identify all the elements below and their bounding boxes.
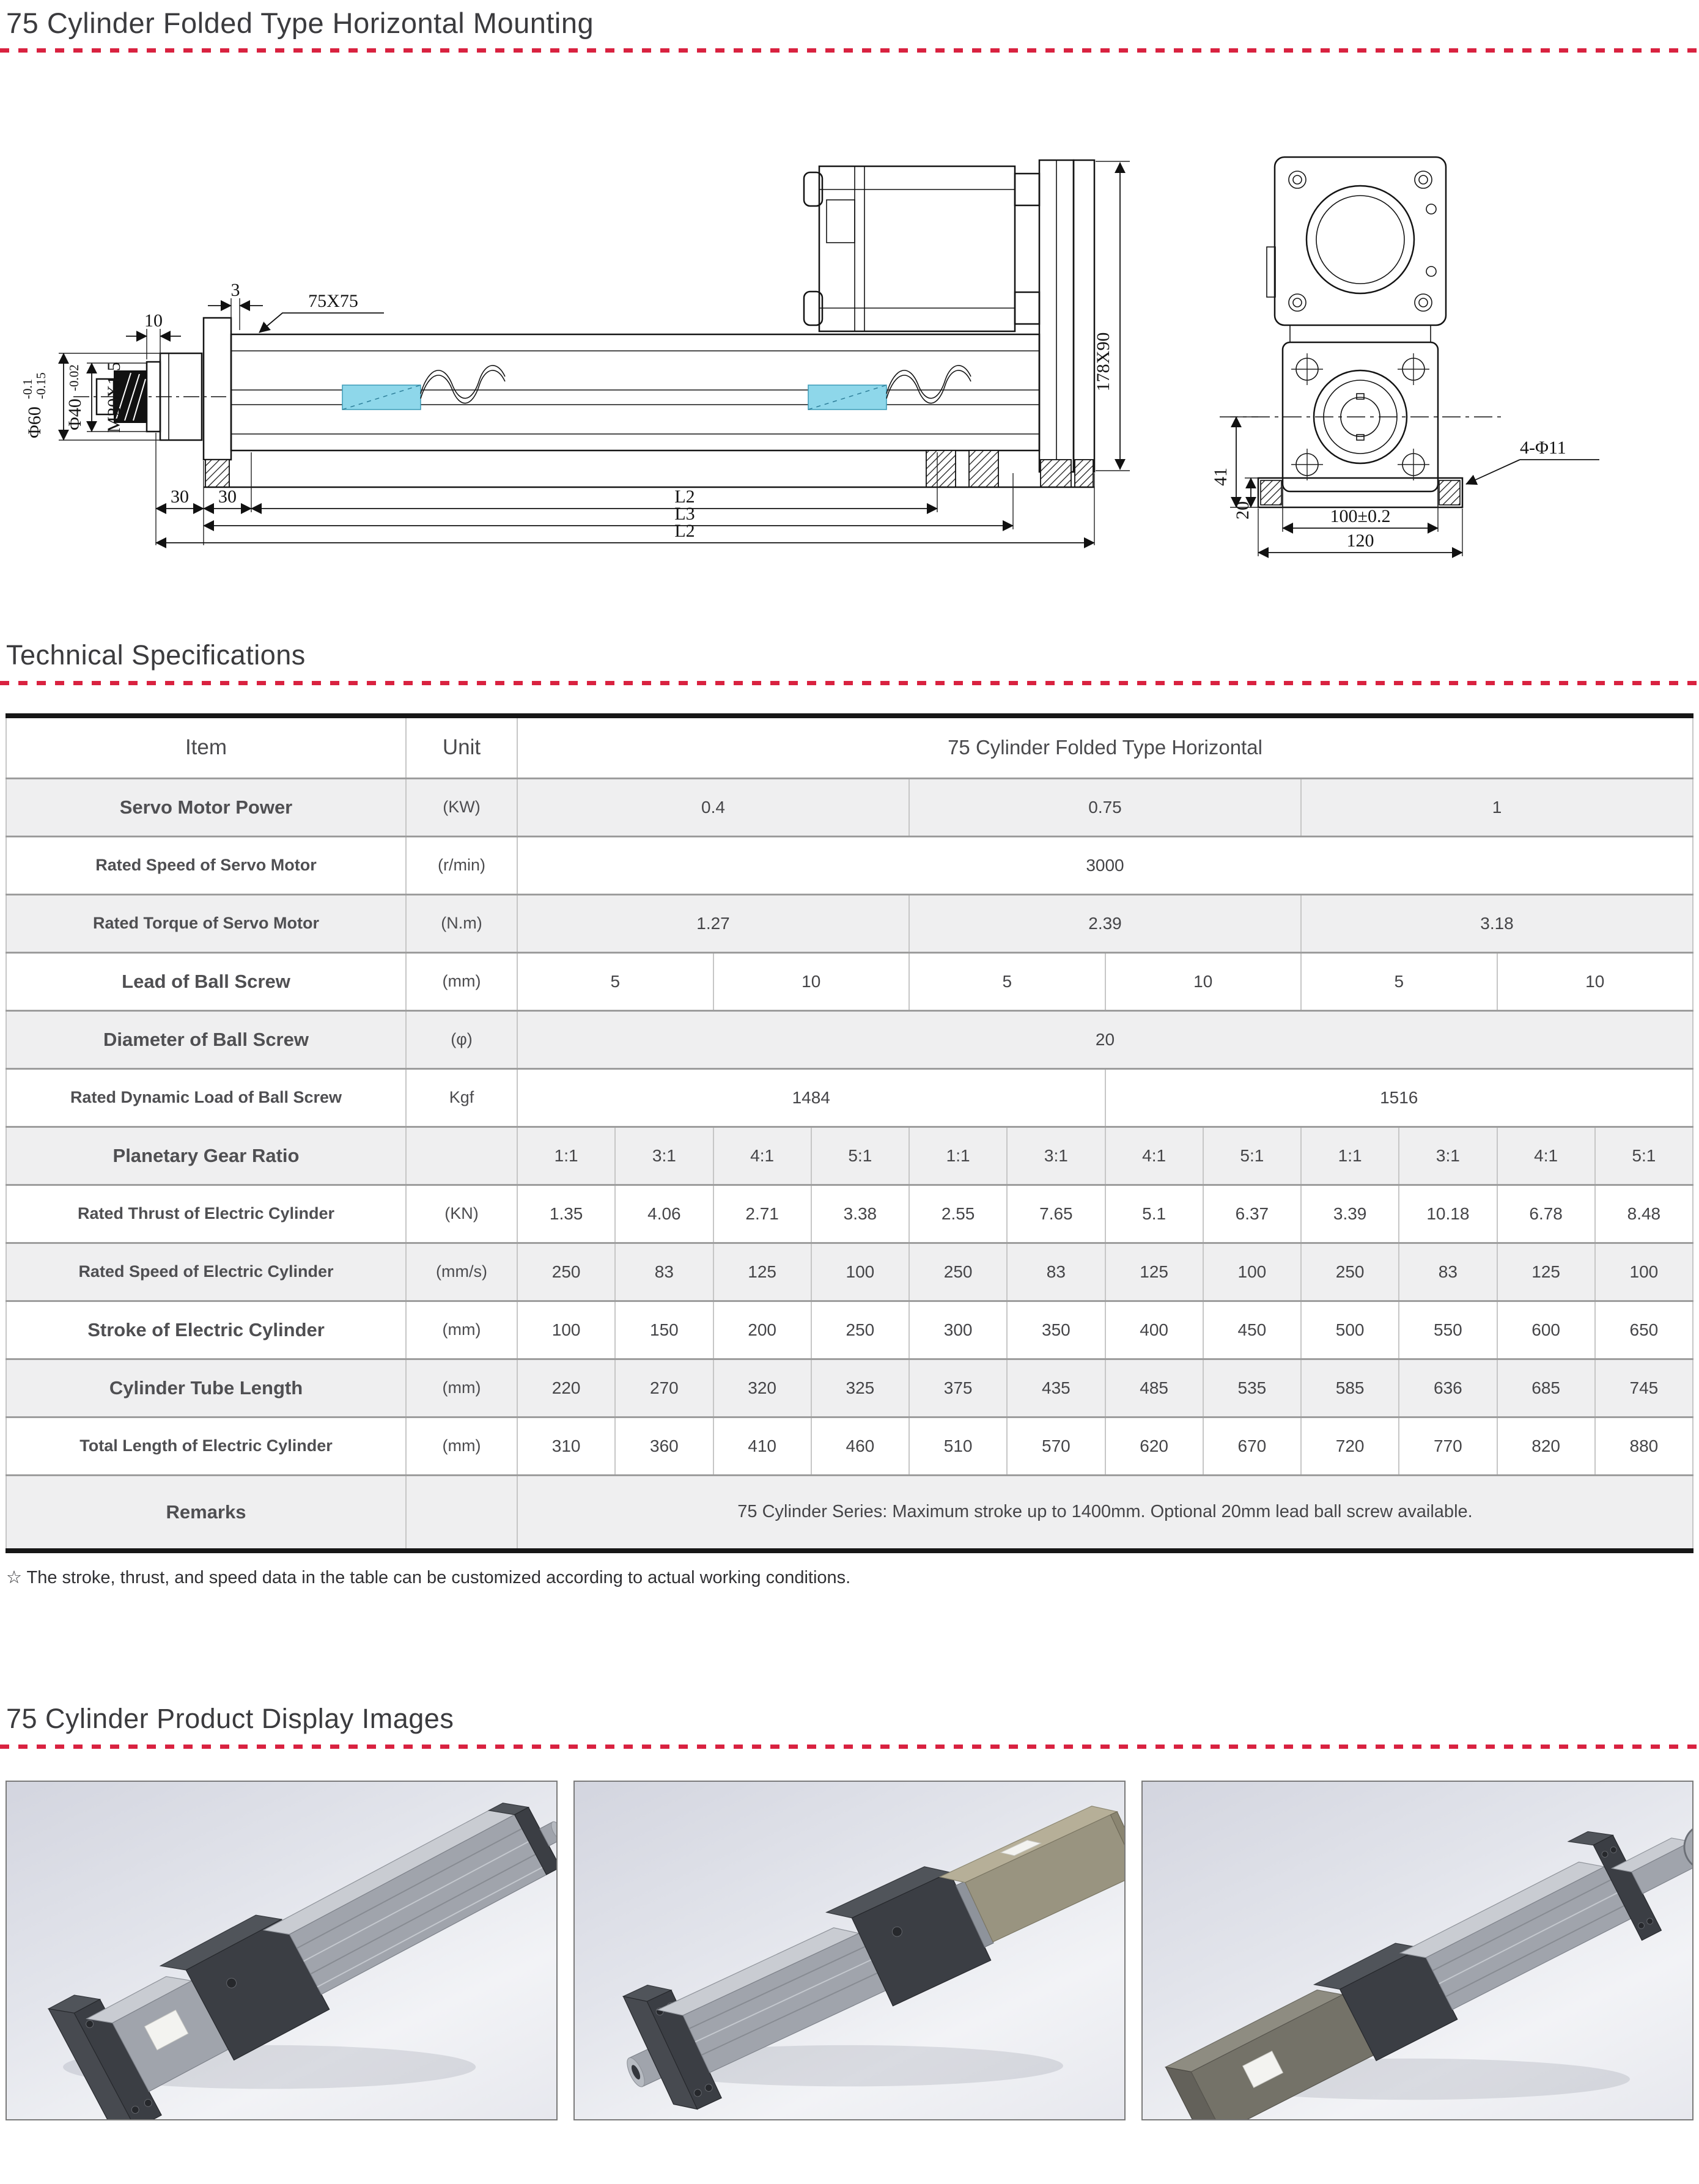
foot-mid-b bbox=[969, 450, 998, 487]
servo-motor-outline bbox=[804, 166, 1039, 331]
technical-drawing bbox=[0, 56, 1699, 606]
spec-value-cell: 820 bbox=[1497, 1417, 1595, 1475]
spec-value-cell: 1.35 bbox=[517, 1185, 615, 1243]
dim-label-178x90: 178X90 bbox=[1093, 332, 1113, 392]
spec-value-cell: 375 bbox=[909, 1359, 1007, 1417]
dim-bottom-rows bbox=[156, 433, 1094, 545]
row-unit-label: (mm) bbox=[406, 952, 517, 1010]
spec-value-cell: 460 bbox=[811, 1417, 909, 1475]
row-unit-label: (mm) bbox=[406, 1417, 517, 1475]
spec-value-cell: 1:1 bbox=[517, 1127, 615, 1185]
table-footnote: ☆ The stroke, thrust, and speed data in the table can be customized according to actual working conditions. bbox=[6, 1568, 851, 1587]
spec-value-cell: 720 bbox=[1301, 1417, 1399, 1475]
isometric-render-flange-front bbox=[7, 1782, 556, 2119]
foot-mid-a bbox=[926, 450, 956, 487]
dim-label-d40-tol: -0.02 bbox=[67, 364, 81, 391]
product-image-3 bbox=[1141, 1781, 1693, 2120]
col-header-product: 75 Cylinder Folded Type Horizontal bbox=[517, 716, 1693, 778]
row-unit-label: (KN) bbox=[406, 1185, 517, 1243]
dim-thread-spec bbox=[104, 362, 124, 433]
dim-label-l3: L3 bbox=[674, 504, 695, 524]
dim-bolt-holes bbox=[1466, 438, 1599, 484]
spec-value-cell: 270 bbox=[615, 1359, 713, 1417]
spec-value-cell: 360 bbox=[615, 1417, 713, 1475]
spec-value-cell: 350 bbox=[1007, 1301, 1105, 1359]
spec-value-cell: 1484 bbox=[517, 1068, 1105, 1127]
spec-value-cell: 83 bbox=[1007, 1243, 1105, 1301]
foot-front bbox=[205, 460, 229, 487]
spec-value-cell: 220 bbox=[517, 1359, 615, 1417]
remarks-cell: 75 Cylinder Series: Maximum stroke up to 1400mm. Optional 20mm lead ball screw available. bbox=[517, 1475, 1693, 1551]
row-unit-label: (φ) bbox=[406, 1010, 517, 1068]
spec-value-cell: 3:1 bbox=[615, 1127, 713, 1185]
row-unit-label: (mm) bbox=[406, 1301, 517, 1359]
display-dashed-divider bbox=[0, 1745, 1699, 1749]
dim-label-d60-tol-lower: -0.15 bbox=[34, 372, 48, 399]
spec-row bbox=[6, 836, 1693, 894]
spec-value-cell: 400 bbox=[1105, 1301, 1203, 1359]
page-title: 75 Cylinder Folded Type Horizontal Mounting bbox=[6, 7, 594, 39]
dim-tube-section bbox=[259, 291, 384, 333]
spec-value-cell: 125 bbox=[1497, 1243, 1595, 1301]
spec-value-cell: 1:1 bbox=[1301, 1127, 1399, 1185]
spec-value-cell: 4:1 bbox=[1105, 1127, 1203, 1185]
row-item-label: Lead of Ball Screw bbox=[6, 952, 406, 1010]
row-item-label: Remarks bbox=[6, 1475, 406, 1551]
spec-value-cell: 300 bbox=[909, 1301, 1007, 1359]
spec-value-cell: 410 bbox=[713, 1417, 811, 1475]
spec-row bbox=[6, 1359, 1693, 1417]
spec-value-cell: 4.06 bbox=[615, 1185, 713, 1243]
cad-drawing-svg bbox=[0, 56, 1699, 606]
spec-value-cell: 6.37 bbox=[1203, 1185, 1301, 1243]
row-item-label: Servo Motor Power bbox=[6, 778, 406, 836]
row-item-label: Rated Dynamic Load of Ball Screw bbox=[6, 1068, 406, 1127]
spec-value-cell: 250 bbox=[909, 1243, 1007, 1301]
spec-value-cell: 0.4 bbox=[517, 778, 909, 836]
dim-label-3: 3 bbox=[230, 280, 240, 300]
dim-label-d40: Φ40 bbox=[65, 399, 85, 430]
spec-value-cell: 500 bbox=[1301, 1301, 1399, 1359]
isometric-render-motor-front bbox=[1143, 1782, 1692, 2119]
spec-value-cell: 636 bbox=[1399, 1359, 1497, 1417]
spec-value-cell: 200 bbox=[713, 1301, 811, 1359]
dim-label-120: 120 bbox=[1346, 531, 1374, 551]
isometric-render-rod-end-front bbox=[575, 1782, 1124, 2119]
spec-value-cell: 3:1 bbox=[1399, 1127, 1497, 1185]
spec-table-body bbox=[6, 778, 1693, 1551]
specs-dashed-divider bbox=[0, 681, 1699, 685]
spec-value-cell: 8.48 bbox=[1595, 1185, 1693, 1243]
spec-value-cell: 125 bbox=[713, 1243, 811, 1301]
sensor-segment-right bbox=[808, 366, 971, 410]
spec-value-cell: 250 bbox=[811, 1301, 909, 1359]
row-unit-label: (N.m) bbox=[406, 894, 517, 952]
spec-value-cell: 20 bbox=[517, 1010, 1693, 1068]
row-unit-label bbox=[406, 1127, 517, 1185]
spec-value-cell: 100 bbox=[1595, 1243, 1693, 1301]
product-image-1 bbox=[6, 1781, 558, 2120]
row-unit-label: Kgf bbox=[406, 1068, 517, 1127]
spec-row bbox=[6, 1185, 1693, 1243]
spec-value-cell: 83 bbox=[1399, 1243, 1497, 1301]
row-item-label: Diameter of Ball Screw bbox=[6, 1010, 406, 1068]
row-item-label: Planetary Gear Ratio bbox=[6, 1127, 406, 1185]
section-heading-specs: Technical Specifications bbox=[6, 639, 306, 671]
spec-table bbox=[6, 713, 1693, 1553]
spec-value-cell: 450 bbox=[1203, 1301, 1301, 1359]
foot-rear-a bbox=[1041, 460, 1071, 487]
dim-bolt-spacing bbox=[1283, 493, 1438, 532]
spec-row bbox=[6, 1417, 1693, 1475]
row-unit-label: (KW) bbox=[406, 778, 517, 836]
spec-value-cell: 550 bbox=[1399, 1301, 1497, 1359]
spec-value-cell: 3.39 bbox=[1301, 1185, 1399, 1243]
spec-value-cell: 2.55 bbox=[909, 1185, 1007, 1243]
row-item-label: Total Length of Electric Cylinder bbox=[6, 1417, 406, 1475]
dim-label-m20: M20X1.5 bbox=[104, 362, 124, 433]
dim-label-100: 100±0.2 bbox=[1330, 506, 1391, 526]
title-dashed-divider bbox=[0, 48, 1699, 53]
spec-value-cell: 0.75 bbox=[909, 778, 1301, 836]
spec-value-cell: 5.1 bbox=[1105, 1185, 1203, 1243]
spec-value-cell: 310 bbox=[517, 1417, 615, 1475]
spec-value-cell: 685 bbox=[1497, 1359, 1595, 1417]
spec-value-cell: 1516 bbox=[1105, 1068, 1693, 1127]
end-view bbox=[1211, 157, 1599, 556]
dim-label-41: 41 bbox=[1211, 468, 1231, 486]
spec-row bbox=[6, 1127, 1693, 1185]
spec-value-cell: 5 bbox=[517, 952, 713, 1010]
spec-value-cell: 570 bbox=[1007, 1417, 1105, 1475]
spec-value-cell: 83 bbox=[615, 1243, 713, 1301]
spec-row bbox=[6, 1301, 1693, 1359]
spec-value-cell: 880 bbox=[1595, 1417, 1693, 1475]
sensor-segment-left bbox=[342, 366, 505, 410]
spec-value-cell: 1 bbox=[1301, 778, 1693, 836]
spec-value-cell: 10 bbox=[1105, 952, 1302, 1010]
spec-value-cell: 770 bbox=[1399, 1417, 1497, 1475]
foot-rear-b bbox=[1075, 460, 1093, 487]
product-image-2 bbox=[573, 1781, 1126, 2120]
row-unit-label: (mm/s) bbox=[406, 1243, 517, 1301]
spec-value-cell: 325 bbox=[811, 1359, 909, 1417]
spec-value-cell: 320 bbox=[713, 1359, 811, 1417]
spec-value-cell: 5:1 bbox=[811, 1127, 909, 1185]
dim-motor-section bbox=[1093, 161, 1130, 471]
spec-value-cell: 3000 bbox=[517, 836, 1693, 894]
col-header-unit: Unit bbox=[406, 716, 517, 778]
spec-row bbox=[6, 894, 1693, 952]
dim-label-10: 10 bbox=[144, 311, 163, 331]
col-header-item: Item bbox=[6, 716, 406, 778]
spec-row bbox=[6, 1475, 1693, 1551]
dim-label-30b: 30 bbox=[218, 487, 237, 507]
row-unit-label bbox=[406, 1475, 517, 1551]
spec-value-cell: 3.38 bbox=[811, 1185, 909, 1243]
spec-value-cell: 5:1 bbox=[1203, 1127, 1301, 1185]
spec-header-row bbox=[6, 716, 1693, 778]
spec-value-cell: 435 bbox=[1007, 1359, 1105, 1417]
row-item-label: Rated Torque of Servo Motor bbox=[6, 894, 406, 952]
spec-row bbox=[6, 952, 1693, 1010]
product-images-row bbox=[6, 1781, 1693, 2120]
spec-value-cell: 600 bbox=[1497, 1301, 1595, 1359]
dim-label-l2-total: L2 bbox=[674, 521, 695, 541]
spec-value-cell: 5:1 bbox=[1595, 1127, 1693, 1185]
spec-row bbox=[6, 778, 1693, 836]
spec-value-cell: 1.27 bbox=[517, 894, 909, 952]
spec-value-cell: 2.39 bbox=[909, 894, 1301, 952]
dim-label-20: 20 bbox=[1233, 501, 1253, 520]
spec-row bbox=[6, 1010, 1693, 1068]
spec-value-cell: 4:1 bbox=[1497, 1127, 1595, 1185]
dim-label-4d11: 4-Φ11 bbox=[1520, 438, 1566, 458]
spec-value-cell: 3.18 bbox=[1301, 894, 1693, 952]
spec-value-cell: 510 bbox=[909, 1417, 1007, 1475]
spec-value-cell: 7.65 bbox=[1007, 1185, 1105, 1243]
spec-value-cell: 650 bbox=[1595, 1301, 1693, 1359]
row-item-label: Cylinder Tube Length bbox=[6, 1359, 406, 1417]
spec-value-cell: 485 bbox=[1105, 1359, 1203, 1417]
spec-value-cell: 3:1 bbox=[1007, 1127, 1105, 1185]
section-heading-display: 75 Cylinder Product Display Images bbox=[6, 1703, 454, 1734]
row-unit-label: (r/min) bbox=[406, 836, 517, 894]
row-item-label: Rated Speed of Electric Cylinder bbox=[6, 1243, 406, 1301]
dim-label-d60: Φ60 bbox=[24, 406, 45, 438]
row-unit-label: (mm) bbox=[406, 1359, 517, 1417]
spec-value-cell: 5 bbox=[909, 952, 1105, 1010]
spec-value-cell: 150 bbox=[615, 1301, 713, 1359]
spec-value-cell: 100 bbox=[1203, 1243, 1301, 1301]
spec-value-cell: 10 bbox=[713, 952, 910, 1010]
spec-value-cell: 1:1 bbox=[909, 1127, 1007, 1185]
dim-label-d60-tol-upper: -0.1 bbox=[20, 378, 35, 399]
spec-value-cell: 4:1 bbox=[713, 1127, 811, 1185]
spec-value-cell: 5 bbox=[1301, 952, 1497, 1010]
spec-value-cell: 620 bbox=[1105, 1417, 1203, 1475]
row-item-label: Rated Speed of Servo Motor bbox=[6, 836, 406, 894]
spec-value-cell: 100 bbox=[811, 1243, 909, 1301]
spec-value-cell: 250 bbox=[1301, 1243, 1399, 1301]
dim-label-l2-inner: L2 bbox=[674, 487, 695, 507]
spec-row bbox=[6, 1068, 1693, 1127]
spec-value-cell: 10.18 bbox=[1399, 1185, 1497, 1243]
spec-value-cell: 745 bbox=[1595, 1359, 1693, 1417]
dim-plate-thickness bbox=[208, 280, 263, 330]
dim-nut-width bbox=[126, 311, 181, 359]
spec-value-cell: 250 bbox=[517, 1243, 615, 1301]
spec-value-cell: 535 bbox=[1203, 1359, 1301, 1417]
side-view bbox=[20, 160, 1130, 545]
spec-value-cell: 2.71 bbox=[713, 1185, 811, 1243]
row-item-label: Stroke of Electric Cylinder bbox=[6, 1301, 406, 1359]
spec-value-cell: 100 bbox=[517, 1301, 615, 1359]
spec-value-cell: 670 bbox=[1203, 1417, 1301, 1475]
spec-value-cell: 585 bbox=[1301, 1359, 1399, 1417]
dim-label-75x75: 75X75 bbox=[308, 291, 358, 311]
spec-row bbox=[6, 1243, 1693, 1301]
spec-value-cell: 6.78 bbox=[1497, 1185, 1595, 1243]
dim-label-30a: 30 bbox=[171, 487, 189, 507]
row-item-label: Rated Thrust of Electric Cylinder bbox=[6, 1185, 406, 1243]
spec-value-cell: 125 bbox=[1105, 1243, 1203, 1301]
spec-value-cell: 10 bbox=[1497, 952, 1693, 1010]
